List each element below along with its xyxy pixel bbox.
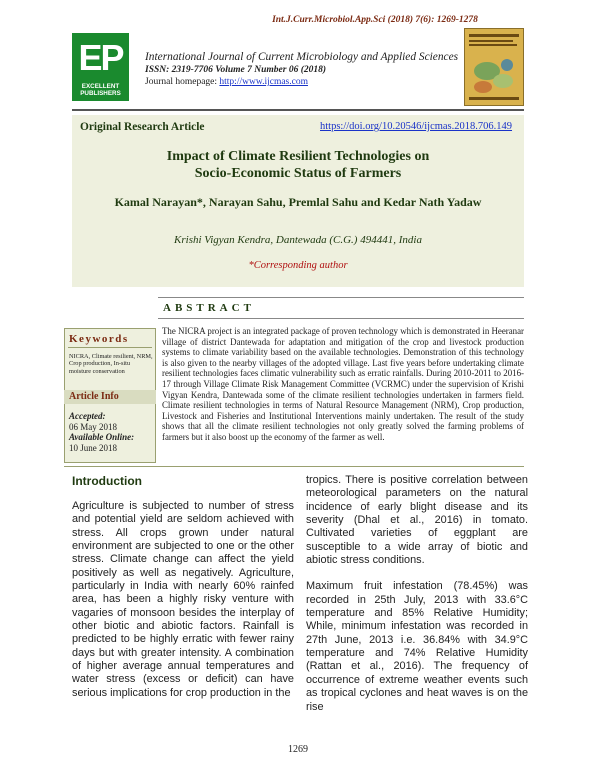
- abstract-text: The NICRA project is an integrated package of proven technology which is demonstrated in Heeranar village of district Dantewada for adaptation and mitigation of the crop and livestock production systems to climate variability based on the available technologies. Demonstration of this technology is also given to the nearby villages of the adopted village. Last five years before undertaking climate resilient technologies faces climatic vulnerability such as erratic rainfalls. During 2010-2011 to 2016-17 through Village Climate Risk Management Committee (VCRMC) under the supervision of Krishi Vigyan Kendra, Dantewada some of the climate resilient technologies undertaken in farmers field. Climate resilient technologies in terms of Natural Resource Management (NRM), Crop production, Livestock and Fisheries and Institutional Interventions mainly undertaken. The result of the study shows that all the climate resilient technologies not only greatly solved the farming problems of farmers but it also boost up the economy of the farmer as well.: [162, 326, 524, 442]
- intro-paragraph-right-2: Maximum fruit infestation (78.45%) was recorded in 25th July, 2013 with 33.6°C temperature and 85% Relative Humidity; While, minimum infestation was recorded in 27th June, 2013 i.e. 36.84% with 34.9°C temperature and 74% Relative Humidity (Rattan et al., 2016). The frequency of occurrence of extreme weather events such as tropical cyclones and heat waves is on the rise: [306, 580, 528, 713]
- paper-title: [72, 148, 524, 182]
- corresponding-author: *Corresponding author: [248, 260, 348, 271]
- article-info-header: [64, 390, 156, 404]
- authors: Kamal Narayan*, Narayan Sahu, Premlal Sahu and Kedar Nath Yadaw: [114, 195, 482, 209]
- article-type: Original Research Article: [80, 121, 205, 133]
- issn-line: ISSN: 2319-7706 Volume 7 Number 06 (2018): [145, 65, 327, 75]
- publisher-logo-text: EXCELLENT PUBLISHERS: [80, 83, 121, 97]
- article-info-heading: Article Info: [69, 391, 119, 402]
- introduction-heading: Introduction: [72, 474, 142, 488]
- journal-reference: Int.J.Curr.Microbiol.App.Sci (2018) 7(6): 1269-1278: [272, 15, 478, 25]
- accepted-label: Accepted:: [69, 411, 106, 421]
- header-rule: [72, 109, 524, 111]
- intro-paragraph-right-1: tropics. There is positive correlation between meteorological parameters on the natural incidence of early blight disease and its severity (Dhal et al., 2016) in tomato. Cultivated varieties of eggplant are susceptible to a wide array of biotic and abiotic stress conditions.: [306, 474, 528, 567]
- affiliation: Krishi Vigyan Kendra, Dantewada (C.G.) 494441, India: [174, 234, 422, 246]
- keywords-divider: [68, 347, 152, 348]
- keywords-heading: Keywords: [69, 333, 129, 345]
- intro-paragraph-left: Agriculture is subjected to number of stress and potential yield are seldom achieved with stress. All crops grown under natural environment are subjected to one or the other stress. Climate change can affect the yield positively as well as negatively. Agriculture, particularly in India with nearly 60% rainfed area, has been a highly risky venture with vagaries of monsoon besides the interplay of other biotic and abiotic factors. Rainfall is predicted to be highly erratic with fewer rainy days but with greater intensity. A combination of higher average annual temperatures and water stress (excess or deficit) can have serious implications for crop production in the: [72, 500, 294, 699]
- abstract-bottom-rule: [64, 466, 524, 467]
- doi-link[interactable]: https://doi.org/10.20546/ijcmas.2018.706.149: [320, 121, 513, 132]
- paper-title-line2: Socio-Economic Status of Farmers: [194, 166, 402, 181]
- journal-cover-image: [464, 28, 524, 106]
- homepage-link[interactable]: http://www.ijcmas.com: [219, 77, 308, 87]
- paper-title-line1: Impact of Climate Resilient Technologies on: [166, 149, 430, 164]
- abstract-rule-top: [158, 297, 524, 298]
- cover-illustration: [465, 29, 523, 105]
- right-column: [306, 474, 528, 714]
- publisher-logo: [72, 33, 129, 101]
- abstract-heading: ABSTRACT: [163, 302, 255, 314]
- accepted-date: 06 May 2018: [69, 421, 117, 432]
- abstract-rule-bottom: [158, 318, 524, 319]
- publisher-logo-letters: EP: [78, 37, 123, 78]
- left-column: [72, 474, 294, 700]
- article-info-dates: [69, 411, 155, 453]
- journal-title: International Journal of Current Microbiology and Applied Sciences: [145, 51, 459, 63]
- keywords-text: NICRA, Climate resilient, NRM, Crop production, In-situ moisture conservation: [69, 353, 153, 375]
- journal-homepage: [145, 77, 308, 87]
- available-online-date: 10 June 2018: [69, 442, 117, 453]
- page-number: 1269: [288, 744, 308, 755]
- available-online-label: Available Online:: [69, 432, 135, 442]
- homepage-label: Journal homepage:: [145, 77, 220, 87]
